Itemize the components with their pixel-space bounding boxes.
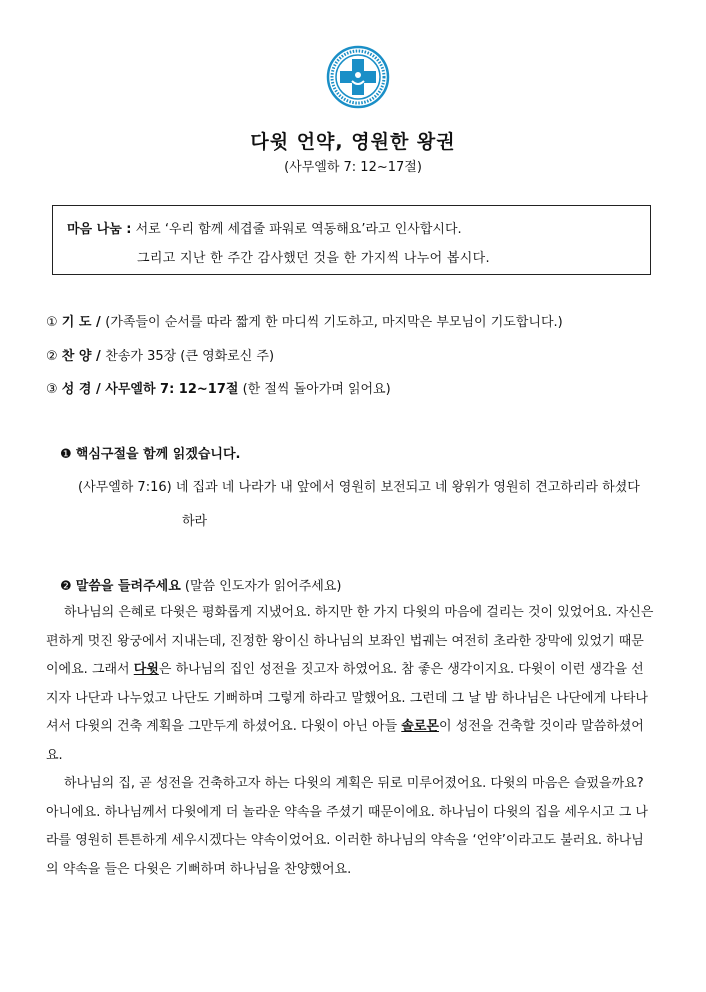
order-label: 기 도: [61, 315, 92, 330]
name-solomon: 솔로몬: [401, 719, 439, 734]
key-verse-line-2: 하라: [182, 514, 208, 529]
story-text-segment: 이 성전을 건축할 것이라 말씀하셨어요.: [46, 719, 644, 763]
story-paragraph-2: 하나님의 집, 곧 성전을 건축하고자 하는 다윗의 계획은 뒤로 미루어졌어요. 다윗의 마음은 슬펐을까요? 아니에요. 하나님께서 다윗에게 더 놀라운 약속을 주셨기 때문이에요. 하나님이 다윗의 집을 세우시고 그 나라를 영원히 튼튼하게 세우시겠다는 약속이었어요. 이러한 하나님의 약속을 ‘언약’이라고도 불러요. 하나님의 약속을 들은 다윗은 기뻐하며 하나님을 찬양했어요.: [46, 776, 648, 877]
order-label: 성 경: [61, 382, 92, 397]
order-text: (한 절씩 돌아가며 읽어요): [238, 382, 391, 397]
section-2-heading: [60, 575, 341, 594]
intro-text-1: 서로 ‘우리 함께 세겹줄 파워로 역동해요’라고 인사합시다.: [131, 222, 462, 237]
section-bullet: ❷: [60, 579, 72, 594]
order-text-bold: 사무엘하 7: 12~17절: [105, 382, 239, 397]
order-sep: /: [91, 349, 106, 364]
story-text: [46, 599, 654, 884]
story-text-segment: 하나님의 은혜로 다윗은 평화롭게 지냈어요. 하지만 한 가지 다윗의 마음에 걸리는 것이 있었어요. 자신은 편하게 멋진 왕궁에서 지내는데, 진정한 왕이신 하나님의 보좌인 법궤는 여전히 초라한 장막에 있었기 때문이에요. 그래서: [46, 605, 654, 677]
story-text-segment: 은 하나님의 집인 성전을 짓고자 하였어요. 참 좋은 생각이지요. 다윗이 이런 생각을 선지자 나단과 나누었고 나단도 기뻐하며 그렇게 하라고 말했어요. 그런데 그 날 밤 하나님은 나단에게 나타나셔서 다윗의 건축 계획을 그만두게 하셨어요. 다윗이 아닌 아들: [46, 662, 648, 734]
order-label: 찬 양: [61, 349, 92, 364]
order-num: ③: [46, 382, 58, 397]
order-sep: /: [91, 382, 106, 397]
intro-label: 마음 나눔 :: [67, 222, 132, 237]
order-text: 찬송가 35장 (큰 영화로신 주): [105, 349, 275, 364]
intro-line-2: 그리고 지난 한 주간 감사했던 것을 한 가지씩 나누어 봅시다.: [137, 251, 490, 266]
section-heading: 말씀을 들려주세요: [75, 579, 181, 594]
order-sep: /: [91, 315, 106, 330]
intro-box: [52, 205, 651, 275]
name-david: 다윗: [133, 662, 159, 677]
order-item-hymn: [46, 345, 274, 364]
order-num: ①: [46, 315, 58, 330]
section-heading: 핵심구절을 함께 읽겠습니다.: [75, 447, 241, 462]
page-title: 다윗 언약, 영원한 왕권: [250, 131, 456, 153]
key-verse-line-1: (사무엘하 7:16) 네 집과 네 나라가 내 앞에서 영원히 보전되고 네 왕위가 영원히 견고하리라 하셨다: [78, 480, 640, 495]
order-num: ②: [46, 349, 58, 364]
order-text: (가족들이 순서를 따라 짧게 한 마디씩 기도하고, 마지막은 부모님이 기도합니다.): [105, 315, 563, 330]
order-item-prayer: [46, 311, 563, 330]
intro-line-1: [67, 218, 462, 237]
order-item-scripture: [46, 378, 391, 397]
section-bullet: ❶: [60, 447, 72, 462]
church-logo-icon: [326, 45, 390, 109]
section-heading-note: (말씀 인도자가 읽어주세요): [180, 579, 342, 594]
story-paragraph-1: [46, 599, 654, 770]
section-1-heading: [60, 443, 240, 462]
page-subtitle: (사무엘하 7: 12~17절): [284, 160, 422, 175]
